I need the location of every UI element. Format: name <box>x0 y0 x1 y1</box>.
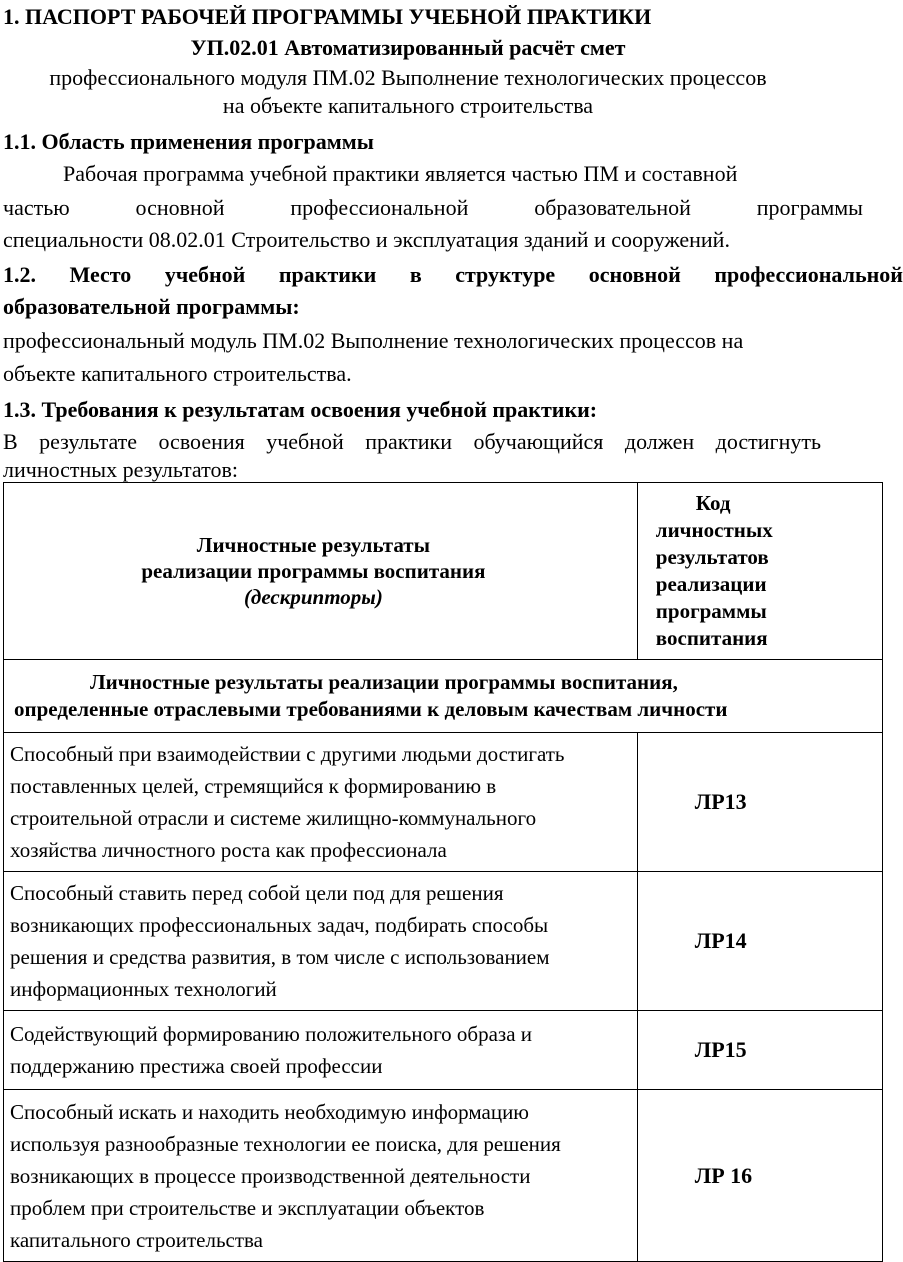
word: освоения <box>158 429 245 454</box>
word: основной <box>588 262 681 287</box>
row-text-line: поддержанию престижа своей профессии <box>10 1054 383 1078</box>
word: учебной <box>164 262 246 287</box>
word: структуре <box>455 262 556 287</box>
row-text-line: проблем при строительстве и эксплуатации объектов <box>10 1195 485 1220</box>
word: практики <box>365 429 452 454</box>
word: программы <box>756 195 863 220</box>
table-row <box>4 733 883 872</box>
page-title: 1. ПАСПОРТ РАБОЧЕЙ ПРОГРАММЫ УЧЕБНОЙ ПРАКТИКИ <box>3 4 652 29</box>
table-row <box>4 872 883 1011</box>
header-left-line-1: Личностные результаты <box>196 533 430 557</box>
word: Место <box>69 262 132 287</box>
table-header-descriptors <box>4 483 638 660</box>
table-row <box>4 1090 883 1262</box>
results-table <box>3 482 883 1262</box>
word: профессиональной <box>714 262 903 287</box>
table-header-row <box>4 483 883 660</box>
table-section-cell <box>4 660 883 733</box>
word: в <box>409 262 422 287</box>
section-1-3-body-line-1 <box>3 427 821 457</box>
word: профессиональной <box>290 195 469 220</box>
row-text-line: возникающих профессиональных задач, подбирать способы <box>10 913 549 937</box>
table-row <box>4 1011 883 1090</box>
header-code-line: результатов <box>655 545 769 569</box>
row-text-line: возникающих в процессе производственной деятельности <box>10 1163 531 1188</box>
row-text-line: строительной отрасли и системе жилищно-коммунального <box>10 806 537 830</box>
section-1-1-heading: 1.1. Область применения программы <box>3 129 374 154</box>
header-code-line: реализации <box>655 572 767 596</box>
header-left-line-3: (дескрипторы) <box>243 585 383 609</box>
row-code: ЛР15 <box>637 1011 882 1090</box>
word: достигнуть <box>715 429 821 454</box>
row-text-line: Содействующий формированию положительного образа и <box>10 1022 533 1046</box>
header-code-line: личностных <box>655 518 773 542</box>
row-text-line: Способный искать и находить необходимую информацию <box>10 1099 529 1124</box>
row-description <box>4 733 638 872</box>
section-1-2-body-line-1: профессиональный модуль ПМ.02 Выполнение технологических процессов на <box>3 328 744 353</box>
section-1-3-body-line-2: личностных результатов: <box>3 457 238 482</box>
table-header-code <box>637 483 882 660</box>
word: практики <box>278 262 377 287</box>
row-description <box>4 872 638 1011</box>
table-section-row <box>4 660 883 733</box>
module-line-1: профессионального модуля ПМ.02 Выполнение технологических процессов <box>49 65 767 90</box>
section-1-1-line-2 <box>3 193 863 223</box>
row-text-line: Способный при взаимодействии с другими людьми достигать <box>10 742 565 766</box>
word: должен <box>624 429 695 454</box>
row-code: ЛР 16 <box>637 1090 882 1262</box>
word: основной <box>135 195 225 220</box>
word: учебной <box>266 429 344 454</box>
section-1-1-line-3: специальности 08.02.01 Строительство и эксплуатация зданий и сооружений. <box>3 227 730 252</box>
row-text-line: информационных технологий <box>10 977 277 1001</box>
section-1-2-heading-line-1 <box>3 260 903 290</box>
practice-subtitle: УП.02.01 Автоматизированный расчёт смет <box>190 35 626 60</box>
section-row-line-1: Личностные результаты реализации программы воспитания, <box>90 670 678 694</box>
word: обучающийся <box>473 429 604 454</box>
word: В <box>3 429 18 454</box>
section-1-2-heading-line-2: образовательной программы: <box>3 294 300 319</box>
row-text-line: Способный ставить перед собой цели под для решения <box>10 881 504 905</box>
header-code-line: воспитания <box>655 626 768 650</box>
row-description <box>4 1011 638 1090</box>
word: 1.2. <box>3 262 36 287</box>
row-description <box>4 1090 638 1262</box>
row-text-line: решения и средства развития, в том числе с использованием <box>10 945 550 969</box>
word: результате <box>39 429 138 454</box>
word: образовательной <box>534 195 691 220</box>
row-code: ЛР13 <box>637 733 882 872</box>
word: частью <box>3 195 70 220</box>
header-left-line-2: реализации программы воспитания <box>141 559 486 583</box>
module-line-2: на объекте капитального строительства <box>222 93 594 118</box>
header-code-line: Код <box>695 491 731 515</box>
row-text-line: капитального строительства <box>10 1227 263 1252</box>
row-code: ЛР14 <box>637 872 882 1011</box>
section-1-3-heading: 1.3. Требования к результатам освоения учебной практики: <box>3 397 598 422</box>
row-text-line: используя разнообразные технологии ее поиска, для решения <box>10 1131 561 1156</box>
row-text-line: хозяйства личностного роста как профессионала <box>10 838 447 862</box>
section-row-line-2: определенные отраслевыми требованиями к деловым качествам личности <box>14 697 728 721</box>
header-code-line: программы <box>655 599 767 623</box>
section-1-2-body-line-2: объекте капитального строительства. <box>3 361 352 386</box>
row-text-line: поставленных целей, стремящийся к формированию в <box>10 774 497 798</box>
section-1-1-line-1: Рабочая программа учебной практики является частью ПМ и составной <box>63 161 738 186</box>
